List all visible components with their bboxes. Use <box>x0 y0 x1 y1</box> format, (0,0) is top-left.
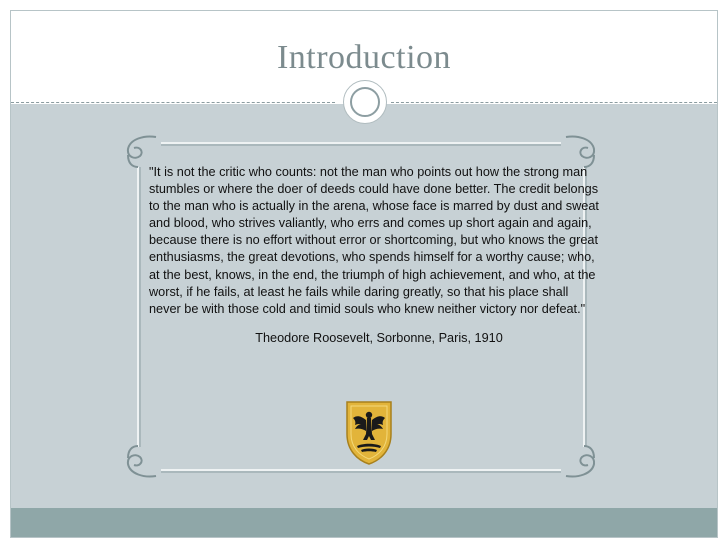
divider-right <box>391 102 717 103</box>
quote-attribution: Theodore Roosevelt, Sorbonne, Paris, 1910 <box>255 331 503 345</box>
eagle-crest-icon <box>343 398 395 466</box>
quote-block <box>149 164 599 318</box>
quote-text: "It is not the critic who counts: not the man who points out how the strong man stumbles or where the doer of deeds could have done better. The credit belongs to the man who is actually in the arena, whose face is marred by dust and sweat and blood, who strives valiantly, who errs and comes up short again and again, because there is no effort without error or shortcoming, but who knows the great enthusiasms, the great devotions, who spends himself for a worthy cause; who, at the best, knows, in the end, the triumph of high achievement, and who, at the worst, if he fails, at least he fails while daring greatly, so that his place shall never be with those cold and timid souls who knew neither victory nor defeat." <box>149 165 599 316</box>
divider-left <box>11 102 335 103</box>
footer-bar <box>11 508 717 537</box>
slide <box>10 10 718 538</box>
circle-ornament-icon <box>343 80 387 124</box>
slide-title: Introduction <box>276 39 452 76</box>
